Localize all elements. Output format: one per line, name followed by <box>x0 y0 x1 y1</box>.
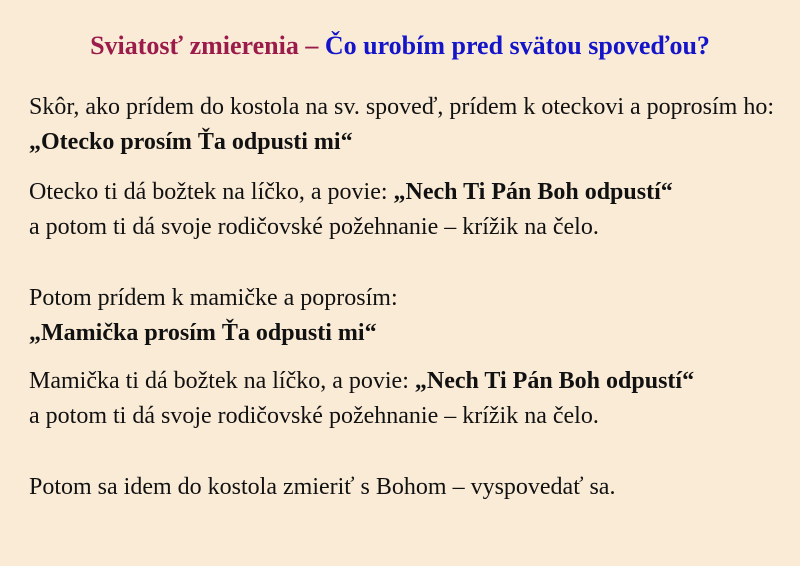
title-part-sacrament: Sviatosť zmierenia – <box>90 31 325 60</box>
ask-mother-quote: „Mamička prosím Ťa odpusti mi“ <box>29 320 377 346</box>
mother-response-line1 <box>29 364 774 399</box>
paragraph-ask-father-text: Skôr, ako prídem do kostola na sv. spoveď, prídem k oteckovi a poprosím ho: <box>29 94 774 120</box>
mother-response-text: Mamička ti dá božtek na líčko, a povie: <box>29 368 415 394</box>
slide-title <box>0 28 800 64</box>
father-blessing-line: a potom ti dá svoje rodičovské požehnanie – krížik na čelo. <box>29 214 599 240</box>
father-response-text: Otecko ti dá božtek na líčko, a povie: <box>29 179 394 205</box>
paragraph-father-response <box>29 175 774 245</box>
title-part-question: Čo urobím pred svätou spoveďou? <box>324 31 710 60</box>
paragraph-mother-response <box>29 364 774 434</box>
mother-blessing-line: a potom ti dá svoje rodičovské požehnanie – krížik na čelo. <box>29 403 599 429</box>
mother-response-quote: „Nech Ti Pán Boh odpustí“ <box>414 368 695 394</box>
go-to-confession-line: Potom sa idem do kostola zmieriť s Bohom – vyspovedať sa. <box>29 474 616 500</box>
father-response-line1 <box>29 175 774 210</box>
paragraph-ask-mother <box>29 281 774 351</box>
father-response-quote: „Nech Ti Pán Boh odpustí“ <box>393 179 673 205</box>
paragraph-ask-father-quote: „Otecko prosím Ťa odpusti mi“ <box>29 129 353 155</box>
paragraph-ask-father <box>29 90 774 160</box>
paragraph-go-to-confession <box>29 470 774 505</box>
ask-mother-line: Potom prídem k mamičke a poprosím: <box>29 285 398 311</box>
